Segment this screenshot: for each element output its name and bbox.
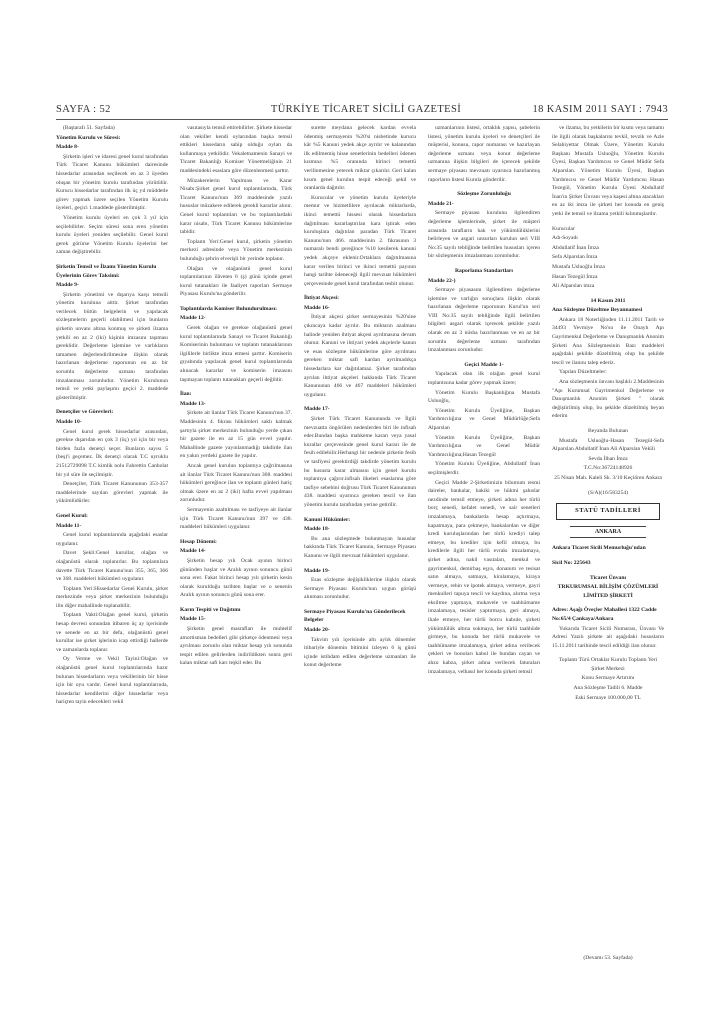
section-heading: Sicil No: 225643 bbox=[552, 559, 591, 566]
paragraph: Genel kurul gerek hissedarlar arasından, gerekse dışarıdan en çok 3 (üç) yıl için bir veya birden fazla denetçi seçer. Bunların sayısı 5 (beş)'i geçemez. İlk denetçi olarak T.C uyruklu 21512729098 T.C kimlik nolu Fahrettin Canbolat bir yıl süre ile seçilmiştir. bbox=[56, 428, 168, 478]
paragraph: Ana sözleşmenin ünvanı başlıklı 2.Maddesinin "Apı Kurumsal Gayrimenkul Değerleme ve Danışmanlık Anonim Şirketi " olarak değiştirilmiş olup, bu şekilde düzeltilmiş beyan ederim bbox=[552, 379, 664, 420]
paragraph: Sermayenin azaltılması ve tasfiyeye ait ilanlar için Türk Ticaret Kanunu'nun 397 ve 438. maddeleri hükümleri uygulanır. bbox=[180, 506, 292, 531]
gazette-title: TÜRKİYE TİCARET SİCİLİ GAZETESİ bbox=[270, 104, 462, 115]
page-header bbox=[56, 104, 668, 120]
paragraph: Eski Sermaye 100.000,00 TL bbox=[575, 694, 641, 701]
paragraph: (S/A)(16/583254) bbox=[587, 489, 629, 496]
text-column-5 bbox=[552, 124, 664, 964]
city-heading: ANKARA bbox=[570, 526, 646, 539]
paragraph: Yönetim kurulu üyeleri en çok 3 yıl için seçilebilirler. Seçim süresi sona eren yönetim kurulu üyeleri yeniden seçilebilir. Genel kurul gerek görürse Yönetim Kurulu üyelerini her zaman değiştirebilir. bbox=[56, 214, 168, 256]
paragraph: Davet Şekli:Genel kurullar, olağan ve olağanüstü olarak toplanırlar. Bu toplantılara davette Türk Ticaret Kanunu'nun 355, 365, 366 ve 368. maddeleri hükümleri uygulanır. bbox=[56, 550, 168, 583]
section-heading: Madde 16- bbox=[304, 304, 330, 311]
section-heading: Yönetim Kurulu ve Süresi: bbox=[56, 134, 121, 141]
section-heading: Ana Sözleşme Düzeltme Beyannamesi bbox=[552, 307, 643, 314]
paragraph: Kurucular ve yönetim kurulu üyeleriyle memur ve hizmetlilere ayrılacak miktarlarda, ikinci temettü hissesi olarak hissedarlara dağıtılması kararlaştırılan kara iştirak eden kuruluşlara dağıtılan paradan Türk Ticaret Kanunu'nun 466. maddesinin 2. fıkrasının 3 numaralı bendi gereğince %10 kesilerek kanuni yedek akçeye eklenir.Ortaklara dağıtılmasına karar verilen birinci ve ikinci temettü payının hangi tarihte ödeneceği ilgili mevzuat hükümleri çerçevesinde genel kurul tarafından tesbit olunur. bbox=[304, 194, 416, 287]
section-heading: İlan: bbox=[180, 391, 192, 398]
paragraph: Yapılacak olan ilk olağan genel kurul toplantısına kadar görev yapmak üzere; bbox=[428, 371, 540, 387]
section-heading: Madde 9- bbox=[56, 282, 79, 289]
text-column-2 bbox=[180, 124, 292, 964]
paragraph: Olağan ve olağanüstü genel kurul toplantılarının ilâveten 6 (ş) günü içinde genel kurul tutanakları ile faaliyet raporları Sermaye Piyasası Kurulu'na gönderilir. bbox=[180, 265, 292, 298]
section-heading: Madde 13- bbox=[180, 400, 206, 407]
section-heading: Karın Tespiti ve Dağıtımı bbox=[180, 606, 241, 613]
section-heading: Adres: Aşağı Öveçler Mahallesi 1322 Cadde No:65/4 Çankaya/Ankara bbox=[552, 607, 657, 622]
section-heading: Denetçiler ve Görevleri: bbox=[56, 409, 114, 416]
section-heading: Madde 20- bbox=[304, 627, 330, 634]
paragraph: Gerek olağan ve gerekse olağanüstü genel kurul toplantılarında Sanayi ve Ticaret Bakanlığı Komiserinin bulunması ve toplantı tutanaklarının ilgililerle birlikte imza etmesi şarttır. Komiserin gıyabında yapılacak genel kurul toplantılarında alınacak kararlar ve komiserin imzasını taşımayan toplantı tutanakları geçerli değildir. bbox=[180, 325, 292, 383]
paragraph: Ancak genel kurulun toplantıya çağrılmasına ait ilanlar Türk Ticaret Kanunu'nun 368. maddesi hükümleri gereğince ilan ve toplantı günleri hariç olmak üzere en az 2 (iki) hafta evvel yapılması zorunludur. bbox=[180, 462, 292, 504]
paragraph: Ankara 18 Noterliğinden 11.11.2011 Tarih ve 34493 Yevmiye No'su ile Onaylı Apı Gayrimenkul Değerleme ve Danışmanlık Anonim Şirketi Ana Sözleşmesinin Bazı maddeleri aşağıdaki şekilde düzeltilmiş olup bu şekilde tescil ve ilanını talep ederiz. bbox=[552, 316, 664, 366]
paragraph: Toplantı Türü Ortaklar Kurulu Toplantı Yeri Şirket Merkezi bbox=[558, 657, 658, 672]
paragraph: Yönetim Kurulu Başkanlığına Mustafa Usluoğlu, bbox=[428, 389, 540, 405]
paragraph: Yönetim Kurulu Üyeliğine, Başkan Yardımcılığına ve Genel Müdür Yardımcılığına;Hasan Tezegül bbox=[428, 434, 540, 458]
section-heading: Madde 22-) bbox=[428, 277, 456, 284]
section-heading: Şirketin Temsil ve İlzamı Yönetim Kurulu Üyelerinin Görev Taksimi: bbox=[56, 263, 157, 279]
section-heading: Kanuni Hükümler: bbox=[304, 516, 351, 523]
paragraph: 25 Nisan Mah. Kaleli Sk. 3/10 Keçiören Ankara bbox=[554, 474, 662, 481]
paragraph: Yapılan Düzeltmeler: bbox=[559, 369, 607, 376]
paragraph: Genel kurul toplantılarında aşağıdaki esaslar uygulanır. bbox=[56, 532, 168, 547]
section-heading: TRKURUMSAL BİLİŞİM ÇÖZÜMLERİ LİMİTED ŞİRKETİ bbox=[557, 584, 659, 599]
section-heading: Ankara Ticaret Sicili Memurluğu'ndan bbox=[552, 545, 646, 552]
paragraph: Toplantı Yeri:Genel kurul, şirketin yönetim merkezi adresinde veya Yönetim merkezinin bulunduğu şehrin elverişli bir yerinde toplanır. bbox=[180, 238, 292, 262]
section-heading: Madde 17- bbox=[304, 406, 330, 413]
section-heading: Hesap Dönemi: bbox=[180, 538, 217, 545]
paragraph: Adı-Soyadı bbox=[552, 235, 578, 242]
paragraph: Takvim yılı içerisinde altı aylık dönemler itibariyle dönemin bitimini izleyen 6 iş günü içinde istihdam edilen değerleme uzmanları ile konut değerleme bbox=[304, 636, 416, 669]
section-heading: Madde 10- bbox=[56, 419, 82, 425]
section-heading: 14 Kasım 2011 bbox=[590, 297, 626, 304]
section-heading: Madde 18- bbox=[304, 526, 330, 533]
paragraph: Şirketin yönetimi ve dışarıya karşı temsili yönetim kuruluna aittir. Şirket tarafından verilecek bütün belgelerin ve yapılacak sözleşmelerin geçerli olabilmesi için bunların şirketin unvanı altına konmuş ve şirketi ilzama yetkili en az 2 (iki) kişinin imzasını taşıması gereklidir. Değerleme işlemine ve varlıkların tamamen değerlendirilmesine ilişkin olarak hazırlanan değerleme raporunun en az bir sorumlu değerleme uzmanı tarafından imzalanması zorunludur. Yönetim Kurulunun temsil ve yetki paylaşımı geçici 2. maddede gösterilmiştir. bbox=[56, 291, 168, 401]
paragraph: Şirket Türk Ticaret Kanununda ve İlgili mevzuatta öngörülen nedenlerden biri ile infisah eder.Bundan başka mahkeme kararı veya yasal kurallar çerçevesinde genel kurul kararı ile de fesih edilebilir.Herhangi bir nedenle şirketin fesih ve tasfiyesi gerektirdiği takdirde yönetim kurulu bu hususta karar almasını için genel kurulu toplantıya çağırır.infisah ilkeleri esaslarına göre tasfiye sebebini doğrusu Türk Ticaret Kanununun 438. maddesi uyarınca gereken tescil ve ilan yönetim kurulu tarafından yerine getirilir. bbox=[304, 416, 416, 508]
section-heading: Madde 11- bbox=[56, 522, 82, 529]
section-heading: Madde 21- bbox=[428, 200, 454, 207]
paragraph: Abdullatif İnan İmza bbox=[552, 244, 599, 251]
paragraph: Sermaye piyasası kurulunu ilgilendiren değerleme işlemlerinde, şirket ile müşteri arasında tarafların hak ve yükümlülüklerini belirleyen ve asgari unsurları kurulun seri VIII No:35 sayılı tebliğinde belirtilen hususları içeren bir sözleşmenin imzalanması zorunludur. bbox=[428, 210, 540, 260]
section-heading: Genel Kurul: bbox=[56, 512, 88, 519]
paragraph: Konu Sermaye Artırımı bbox=[581, 675, 635, 682]
paragraph: ve ilzama, bu yetkilerin bir kısmı veya tamamı ile ilgili olarak başkalarını tevkil, tevzik ve Azle Selahiyettar Olmak Üzere, Yönetim Kurulu Başkanı Mustafa Usluoğlu, Yönetim Kurulu Üyesi, Başkan Yardımcısı ve Genel Müdür Sefa Alparslan. Yönetim Kurulu Üyesi, Başkan Yardımcısı ve Genel Müdür Yardımcısı Hasan Tezegül, Yönetim Kurulu Üyesi Abdullatif İnan'ın Şirket Ünvanı veya kaşesi altına atacakları en az iki imza ile şirketi her konuda en geniş yetki ile temsil ve ilzama yetkili kılınmışlardır. bbox=[552, 125, 664, 217]
paragraph: Denetçiler, Türk Ticaret Kanununun 353-357 maddelerinde sayılan görevleri yapmak ile yükümlüdürler. bbox=[56, 481, 168, 505]
paragraph: Yönetim Kurulu Üyeliğine, Başkan Yardımcılığına ve Genel Müdürlüğe;Sefa Alparslan bbox=[428, 407, 540, 431]
paragraph: Oy Verme ve Vekil Tayini:Olağan ve olağanüstü genel kurul toplantılarında hazır bulunan hissedarların veya vekillerinin bir hisse için bir oyu vardır. Genel kurul toplantılarında, hissedarlar kendilerini diğer hissedarlar veya hariçten tayin edecekleri vekil bbox=[56, 656, 168, 706]
paragraph: Toplantı Vakti:Olağan genel kurul, şirketin hesap devresi sonundan itibaren üç ay içerisinde ve senede en az bir defa, olağanüstü genel kurullar ise şirket işlerinin icap ettirdiği hallerde ve zamanlarda toplanır. bbox=[56, 612, 168, 653]
paragraph: Hasan Tezegül İmza bbox=[552, 273, 598, 280]
paragraph: Yönetim Kurulu Üyeliğine, Abdullatif İnan seçilmişlerdir. bbox=[428, 461, 540, 476]
paragraph: Sermaye piyasasını ilgilendiren değerleme işlemine ve varlığın sonuçlara ilişkin olarak hazırlanan değerleme raporunun Kurul'un seri VIII No:35 sayılı tebliğinde ilgili belirtilen bilgileri asgari olarak içerecek şekilde yazılı olarak en az 3 nüsha hazırlanması ve en az bir sorumlu değerleme uzmanı tarafından imzalanması zorunludur. bbox=[428, 287, 540, 354]
section-heading: Ticaret Ünvanı bbox=[590, 574, 626, 581]
section-heading: Sözleşme Zorunluluğu bbox=[457, 191, 511, 198]
paragraph: uzmanlarının listesi, ortaklık yapısı, şubelerin listesi, yönetim kurulu üyeleri ve denetçileri ile müşterisi, konusu, rapor numarası ve hazırlayan değerleme uzmanı veya konut değerleme uzmanına ilişkin bilgileri de içerecek şekilde sermaye piyasası mevzuatı uyarınca hazırlanmış raporların listesi Kurula gönderilir. bbox=[428, 125, 540, 183]
paragraph: vasıtasıyla temsil ettirebilirler. Şirkete hissedar olan vekiller kendi oylarından başka temsil ettikleri hissedarın sahip olduğu oyları da kullanmaya yetkilidir. Vekaletnamenin Sanayi ve Ticaret Bakanlığı Komiser Yönetmeliğinin 21 maddesindeki esaslara göre düzenlenmesi şarttır. bbox=[180, 125, 292, 174]
paragraph: Kurucular bbox=[552, 225, 575, 232]
paragraph: Müzakerelerin Yapılması ve Karar Nisabı:Şirket genel kurul toplantılarında, Türk Ticaret Kanunu'nun 369 maddesinde yazılı hususlar müzakere edilerek gerekli kararlar alınır. Genel kurul toplantıları ve bu toplantılardaki karar nisabı, Türk Ticaret Kanunu hükümlerine tabidir. bbox=[180, 177, 292, 236]
paragraph: Esas sözleşme değişikliklerine ilişkin olarak Sermaye Piyasası Kurulu'nun uygun görüşü alınması zorunludur. bbox=[304, 577, 416, 601]
issue-date: 18 KASIM 2011 SAYI : 7943 bbox=[532, 104, 668, 115]
page-number: SAYFA : 52 bbox=[56, 104, 111, 115]
paragraph: Ali Alparslan imza bbox=[552, 283, 595, 290]
section-banner: STATÜ TADİLLERİ bbox=[556, 503, 660, 520]
section-heading: İhtiyat Akçesi: bbox=[304, 295, 339, 302]
paragraph: İhtiyat akçesi şirket sermayesinin %20'sine çıkıncaya kadar ayrılır. Bu miktarın azalması halinde yeniden ihtiyat akçesi ayrılmasına devam olunur. Kanuni ve ihtiyari yedek akçelerle kanun ve esas sözleşme hükümlerine göre ayrılması gereken miktar safi kardan ayrılmadıkça hissedarlara kar dağıtılamaz. Şirket tarafından ayrılan ihtiyat akçeleri hakkında Türk Ticaret Kanununun 466 ve 467 maddeleri hükümleri uygulanır. bbox=[304, 314, 416, 398]
paragraph: Ana Sözleşme Tadili 6. Madde bbox=[573, 685, 643, 692]
text-column-4 bbox=[428, 124, 540, 964]
paragraph: Şirketin işleri ve idaresi genel kurul tarafından Türk Ticaret Kanunu hükümleri dairesinde hissedarlar arasından seçilecek en az 3 üyeden oluşan bir yönetim kurulu tarafından yürütülür. Kurucu hissedarlar tarafından ilk üç yıl müddetle görev yapmak üzere seçilen Yönetim Kurulu üyeleri, geçici 1.maddede gösterilmiştir. bbox=[56, 153, 168, 212]
paragraph: Şirketin hesap yılı Ocak ayının birinci gününden başlar ve Aralık ayının sonuncu günü sona erer. Fakat birinci hesap yılı şirketin kesin olarak kurulduğu tarihten başlar ve o senenin Aralık ayının sonuncu günü sona erer. bbox=[180, 557, 292, 599]
paragraph: Mustafa Usluoğlu-Hasan Tezegül-Sefa Alparslan Abdullatif İnan Ali Alparslan Vekili bbox=[552, 437, 664, 453]
paragraph: Toplantı Yeri:Hissedarlar Genel Kurulu, şirket merkezinde veya şirket merkezinin bulunduğu ilin diğer mahallinde toplanabilir. bbox=[56, 585, 168, 609]
paragraph: Sefa Alparslan İmza bbox=[552, 254, 598, 261]
section-heading: Geçici Madde 1- bbox=[464, 361, 504, 368]
text-column-3 bbox=[304, 124, 416, 964]
header-rule bbox=[56, 119, 668, 120]
paragraph: Sevda İlhan İmza bbox=[588, 455, 628, 462]
paragraph: surette meydana gelecek kardan evvela ödenmiş sermayenin %20'si nisbetinde kurucu kâr %5 Kanuni yedek akçe ayrılır ve kalanından ilk edilmemiş hisse senetlerinin bedelleri ödenen kısmına %5 oranında birinci temettü verilinmesine yetecek miktar çıkarılır. Geri kalan kısım genel kurulun tespit edeceği şekil ve oranlarda dağıtılır. bbox=[304, 125, 416, 192]
section-heading: Madde 8- bbox=[56, 144, 79, 151]
text-column-1 bbox=[56, 124, 168, 964]
section-heading: Madde 12- bbox=[180, 315, 206, 322]
paragraph: Beyanda Bulunan bbox=[588, 428, 628, 434]
paragraph: Mustafa Usluoğlu İmza bbox=[552, 263, 605, 270]
paragraph: Şirkete ait ilanlar Türk Ticaret Kanunu'nun 37. Maddesinin 4. fıkrası hükümleri saklı kalmak şartıyla şirket merkezinin bulunduğu yerde çıkan bir gazete ile en az 15 gün evvel yapılır. Mahallinde gazete yayınlanmadığı takdirde ilan en yakın yerdeki gazete ile yapılır. bbox=[180, 410, 292, 460]
section-heading: Raporlama Standartları bbox=[455, 267, 513, 274]
section-heading: Sermaye Piyasası Kurulu'na Gönderilecek Belgeler bbox=[304, 608, 406, 624]
section-heading: Madde 15- bbox=[180, 616, 206, 623]
paragraph: Yukarıda Ticaret Sicili Numarası, Ünvanı Ve Adresi Yazılı şirkete ait aşağıdaki hususların 15.11.2011 tarihinde tescil edildiği ilan olunur. bbox=[552, 625, 664, 649]
section-heading: Madde 19- bbox=[304, 567, 330, 574]
section-heading: Toplantılarda Komiser Bulundurulması: bbox=[180, 305, 277, 312]
paragraph: (Baştarafı 51. Sayfada) bbox=[63, 125, 115, 131]
section-heading: Madde 14- bbox=[180, 548, 206, 555]
paragraph: T.C.No:36724148926 bbox=[583, 465, 633, 472]
paragraph: Geçici Madde 2-Şirketimizin bilumum resmi daireler, bankalar, hakiki ve hükmi şahıslar nezdinde temsil etmeye, şirketi adına her türlü borç senedi, kefalet senedi, ve sair senetleri imzalamaya, bankalarda hesap açtırmaya, kapatmaya, para çekmeye, bankalardan ve diğer kredi kuruluşlarından her türlü krediyi talep etmeye, bu krediler için kefil olmaya, bu kredilerle ilgili her türlü evrakı imzalamaya, şirket adına, nakil vasıtaları, menkul ve gayrimenkul, demirbaş eşya, donanım ve tesisat satın almaya, satmaya, kiralamaya, kiraya vermeye, rehin ve ipotek almaya, vermeye, gayri menkulleri tapuya tescil ve kaydına, alırma veya eksiltme yapmaya, mukavele ve taahhütname imzalamaya, tesisler yaptırmaya, geri almaya, ihale etmeye, her türlü borcu kabule, şirketi yükümlülük altına sokmaya, her türlü taahhüde girmeye, bu konuda her türlü mukavele ve taahhütname imzalamaya, şirket adına verilecek çekleri ve bonoları kabul ile bundan cayan ve ahzu kabza, şirket adına verilecek faturaları imzalamaya, velhasıl her konuda şirketi temsil bbox=[428, 479, 540, 675]
continued-note: (Devamı 53. Sayfada) bbox=[583, 955, 633, 961]
paragraph: Bu ana sözleşmede bulunmayan hususlar hakkında Türk Ticaret Kanunu, Sermaye Piyasası Kanunu ve ilgili mevzuat hükümleri uygulanır. bbox=[304, 535, 416, 559]
paragraph: Şirketin genel masrafları ile muhtelif amortisman bedelleri gibi şirketçe ödenmesi veya ayrılması zorunlu olan miktar hesap yılı sonunda tespit edilen gelirlerden indirildikten sonra geri kalan miktar safi karı teşkil eder. Bu bbox=[180, 626, 292, 667]
